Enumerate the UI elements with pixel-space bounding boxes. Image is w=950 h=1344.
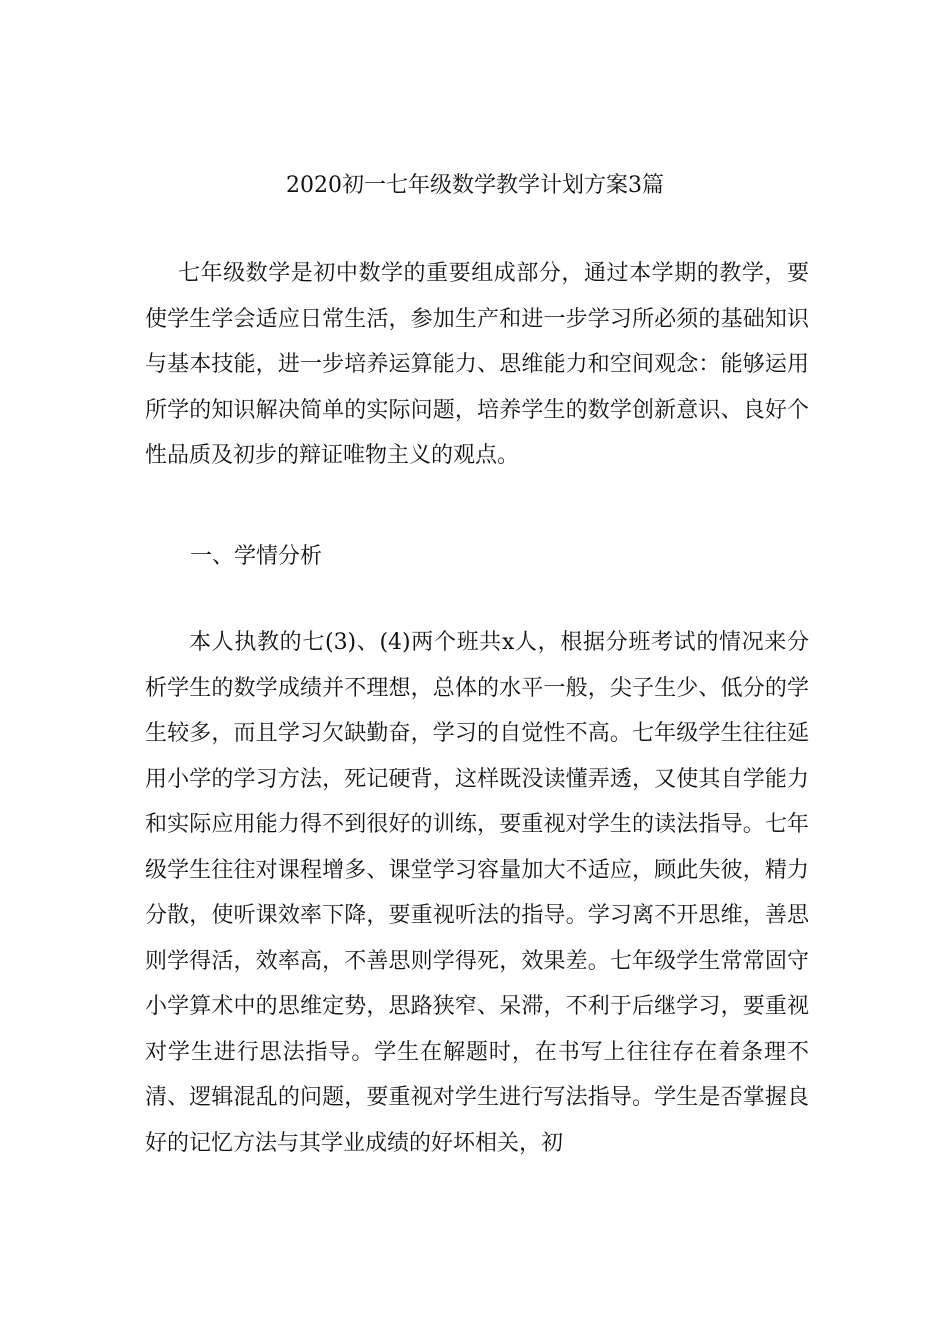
section-heading: 一、学情分析: [190, 544, 323, 569]
section-body-paragraph: 本人执教的七(3)、(4)两个班共x人，根据分班考试的情况来分析学生的数学成绩并不理想，总体的水平一般，尖子生少、低分的学生较多，而且学习欠缺勤奋，学习的自觉性不高。七年级学生往往延用小学的学习方法，死记硬背，这样既没读懂弄透，又使其自学能力和实际应用能力得不到很好的训练，要重视对学生的读法指导。七年级学生往往对课程增多、课堂学习容量加大不适应，顾此失彼，精力分散，使听课效率下降，要重视听法的指导。学习离不开思维，善思则学得活，效率高，不善思则学得死，效果差。七年级学生常常固守小学算术中的思维定势，思路狭窄、呆滞，不利于后继学习，要重视对学生进行思法指导。学生在解题时，在书写上往往存在着条理不清、逻辑混乱的问题，要重视对学生进行写法指导。学生是否掌握良好的记忆方法与其学业成绩的好坏相关，初: [145, 630, 809, 1156]
intro-paragraph: 七年级数学是初中数学的重要组成部分，通过本学期的教学，要使学生学会适应日常生活，参加生产和进一步学习所必须的基础知识与基本技能，进一步培养运算能力、思维能力和空间观念：能够运用所学的知识解决简单的实际问题，培养学生的数学创新意识、良好个性品质及初步的辩证唯物主义的观点。: [145, 261, 809, 468]
document-title: 2020初一七年级数学教学计划方案3篇: [286, 173, 664, 198]
